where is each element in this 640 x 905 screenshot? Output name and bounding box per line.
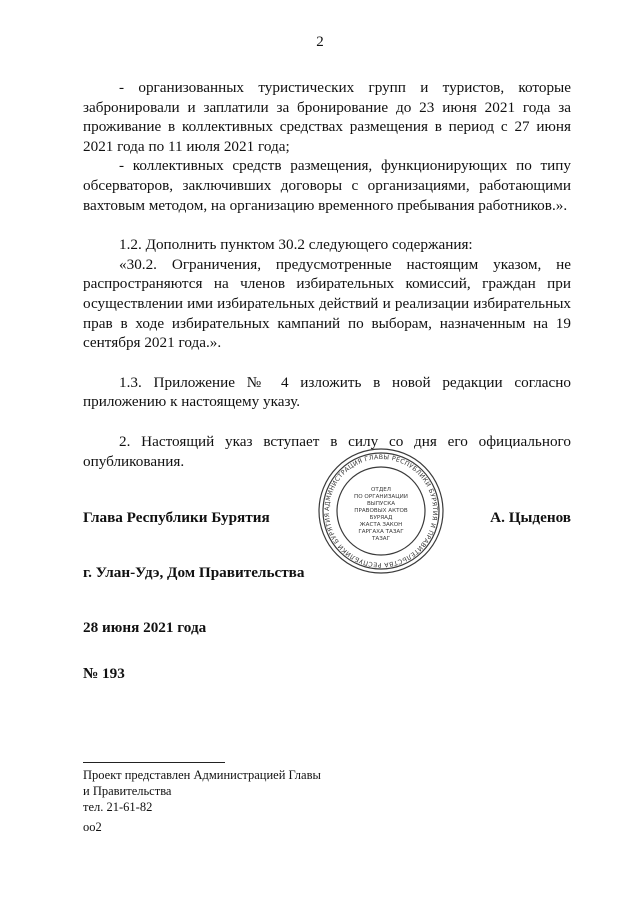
paragraph-accommodation: - коллективных средств размещения, функционирующих по типу обсерваторов, заключивших договоры с организациями, работающими вахтовым методом, на организацию временного пребывания работников.». <box>83 157 571 214</box>
seal-line: БУРЯАД <box>369 515 393 521</box>
seal-line: ВЫПУСКА <box>366 501 396 507</box>
seal-line: ПРАВОВЫХ АКТОВ <box>354 508 408 514</box>
paragraph-item-1-3: 1.3. Приложение № 4 изложить в новой редакции согласно приложению к настоящему указу. <box>83 373 571 411</box>
place-of-signing: г. Улан-Удэ, Дом Правительства <box>83 564 305 581</box>
seal-outer-text: АДМИНИСТРАЦИЯ ГЛАВЫ РЕСПУБЛИКИ БУРЯТИЯ И ПРАВИТЕЛЬСТВА РЕСПУБЛИКИ БУРЯТИЯ <box>323 453 439 569</box>
official-seal-icon <box>317 447 445 575</box>
document-date: 28 июня 2021 года <box>83 619 207 636</box>
footnote-line: Проект представлен Администрацией Главы <box>83 768 321 782</box>
signature-name: А. Цыденов <box>490 509 571 526</box>
paragraph-item-2: 2. Настоящий указ вступает в силу со дня его официального опубликования. <box>83 432 571 470</box>
seal-line: ПО ОРГАНИЗАЦИИ <box>354 494 408 500</box>
signature-position: Глава Республики Бурятия <box>83 509 270 526</box>
footnote-divider <box>83 762 225 763</box>
paragraph-item-30-2: «30.2. Ограничения, предусмотренные настоящим указом, не распространяются на членов избирательных комиссий, граждан при осуществлении ими избирательных действий и реализации избирательных прав в ходе избирательных кампаний по выборам, назначенным на 19 сентября 2021 года.». <box>83 255 571 352</box>
seal-line: ГАРГАХА ТАЗАГ <box>358 529 404 535</box>
document-body <box>83 78 571 471</box>
paragraph-tourist-groups: - организованных туристических групп и туристов, которые забронировали и заплатили за бронирование до 23 июня 2021 года за проживание в коллективных средствах размещения в период с 27 июня 2021 года по 11 июля 2021 года; <box>83 79 571 155</box>
seal-line: ЖАСТА ЗАКОН <box>359 522 403 528</box>
page-number: 2 <box>316 34 324 50</box>
footnote-line: тел. 21-61-82 <box>83 800 153 814</box>
document-code: оо2 <box>83 820 102 834</box>
paragraph-item-1-2: 1.2. Дополнить пунктом 30.2 следующего содержания: <box>119 236 473 254</box>
footnote-line: и Правительства <box>83 784 172 798</box>
document-number: № 193 <box>83 665 125 682</box>
seal-line: ОТДЕЛ <box>371 487 391 493</box>
seal-line: ТАЗАГ <box>371 536 391 542</box>
footnote <box>83 767 321 815</box>
